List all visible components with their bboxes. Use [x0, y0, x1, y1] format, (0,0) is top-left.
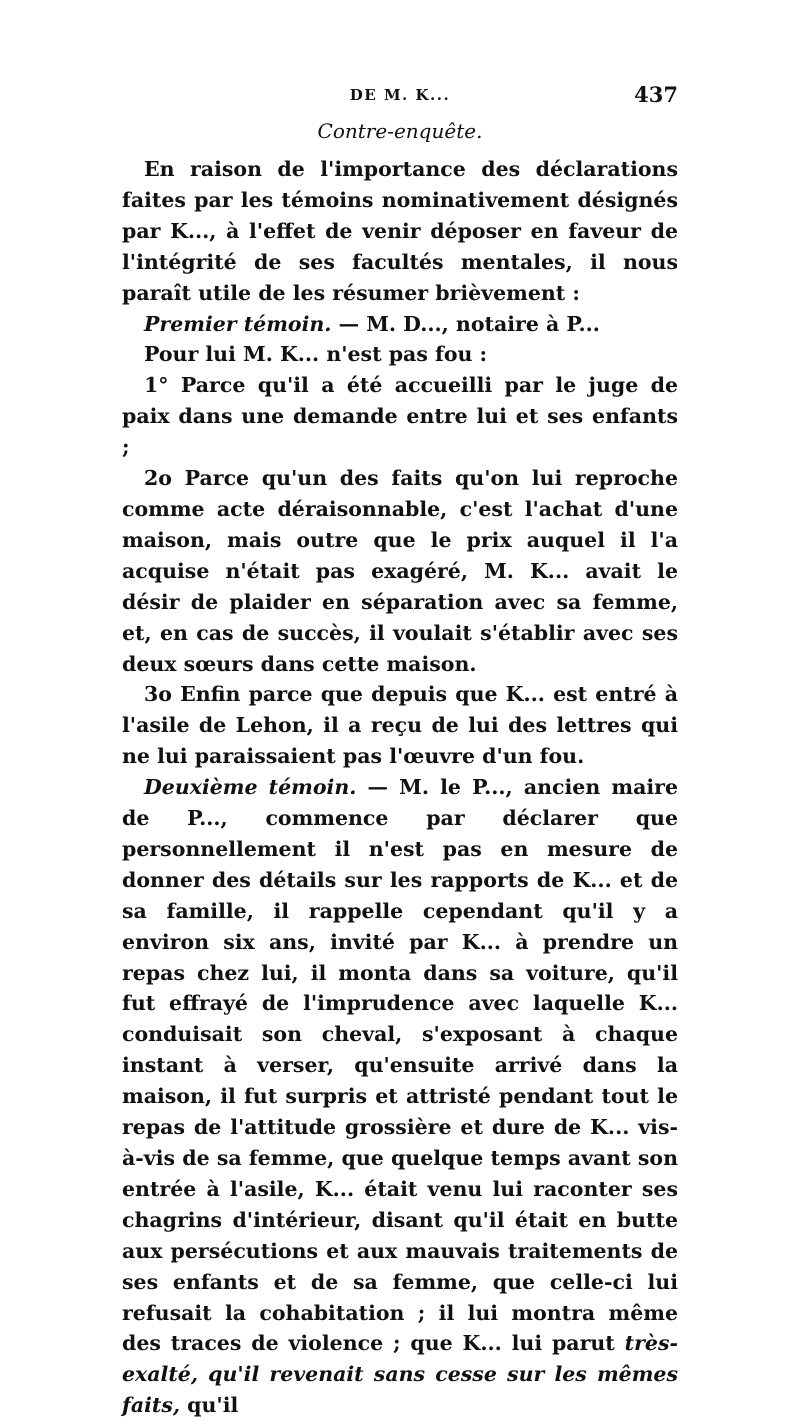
running-header — [122, 82, 678, 116]
second-witness-tail: qu'il — [180, 1393, 239, 1418]
second-witness-text: — M. le P..., ancien maire de P..., commence par déclarer que personnellement il n'est pas en mesure de donner des détails sur les rapports de K... et de sa famille, il rappelle cependant qu'il y a environ six ans, invité par K... à prendre un repas chez lui, il monta dans sa voiture, qu'il fut effrayé de l'imprudence avec laquelle K... conduisait son cheval, s'exposant à chaque instant à verser, qu'ensuite arrivé dans la maison, il fut surpris et attristé pendant tout le repas de l'attitude grossière et dure de K... vis-à-vis de sa femme, que quelque temps avant son entrée à l'asile, K... était venu lui raconter ses chagrins d'intérieur, disant qu'il était en butte aux persécutions et aux mauvais traitements de ses enfants et de sa femme, que celle-ci lui refusait la cohabitation ; il lui montra même des traces de violence ; que K... lui parut — [122, 775, 679, 1356]
paragraph-not-mad: Pour lui M. K... n'est pas fou : — [144, 342, 488, 367]
second-witness-italic-end: très-exalté, qu'il revenait sans cesse sur les mêmes faits, — [122, 1331, 678, 1418]
document-page — [122, 82, 679, 1421]
body-text — [122, 154, 678, 1421]
first-witness-text: — M. D..., notaire à P... — [331, 311, 600, 336]
page-number: 437 — [634, 82, 678, 107]
paragraph-first-witness — [122, 309, 678, 340]
paragraph-reason-2: 2o Parce qu'un des faits qu'on lui reproche comme acte déraisonnable, c'est l'achat d'une maison, mais outre que le prix auquel il l'a acquise n'était pas exagéré, M. K... avait le désir de plaider en séparation avec sa femme, et, en cas de succès, il voulait s'établir avec ses deux sœurs dans cette maison. — [122, 466, 678, 676]
first-witness-label: Premier témoin. — [144, 311, 332, 336]
paragraph-reason-3: 3o Enfin parce que depuis que K... est entré à l'asile de Lehon, il a reçu de lui des lettres qui ne lui paraissaient pas l'œuvre d'un fou. — [122, 682, 678, 769]
second-witness-label: Deuxième témoin. — [144, 775, 357, 800]
section-title: Contre-enquête. — [317, 119, 483, 143]
paragraph-reason-1: 1° Parce qu'il a été accueilli par le juge de paix dans une demande entre lui et ses enfants ; — [122, 373, 678, 460]
paragraph-intro: En raison de l'importance des déclarations faites par les témoins nominativement désignés par K..., à l'effet de venir déposer en faveur de l'intégrité de ses facultés mentales, il nous paraît utile de les résumer brièvement : — [122, 157, 678, 305]
paragraph-second-witness — [122, 772, 678, 1421]
running-title: DE M. K... — [349, 86, 451, 104]
